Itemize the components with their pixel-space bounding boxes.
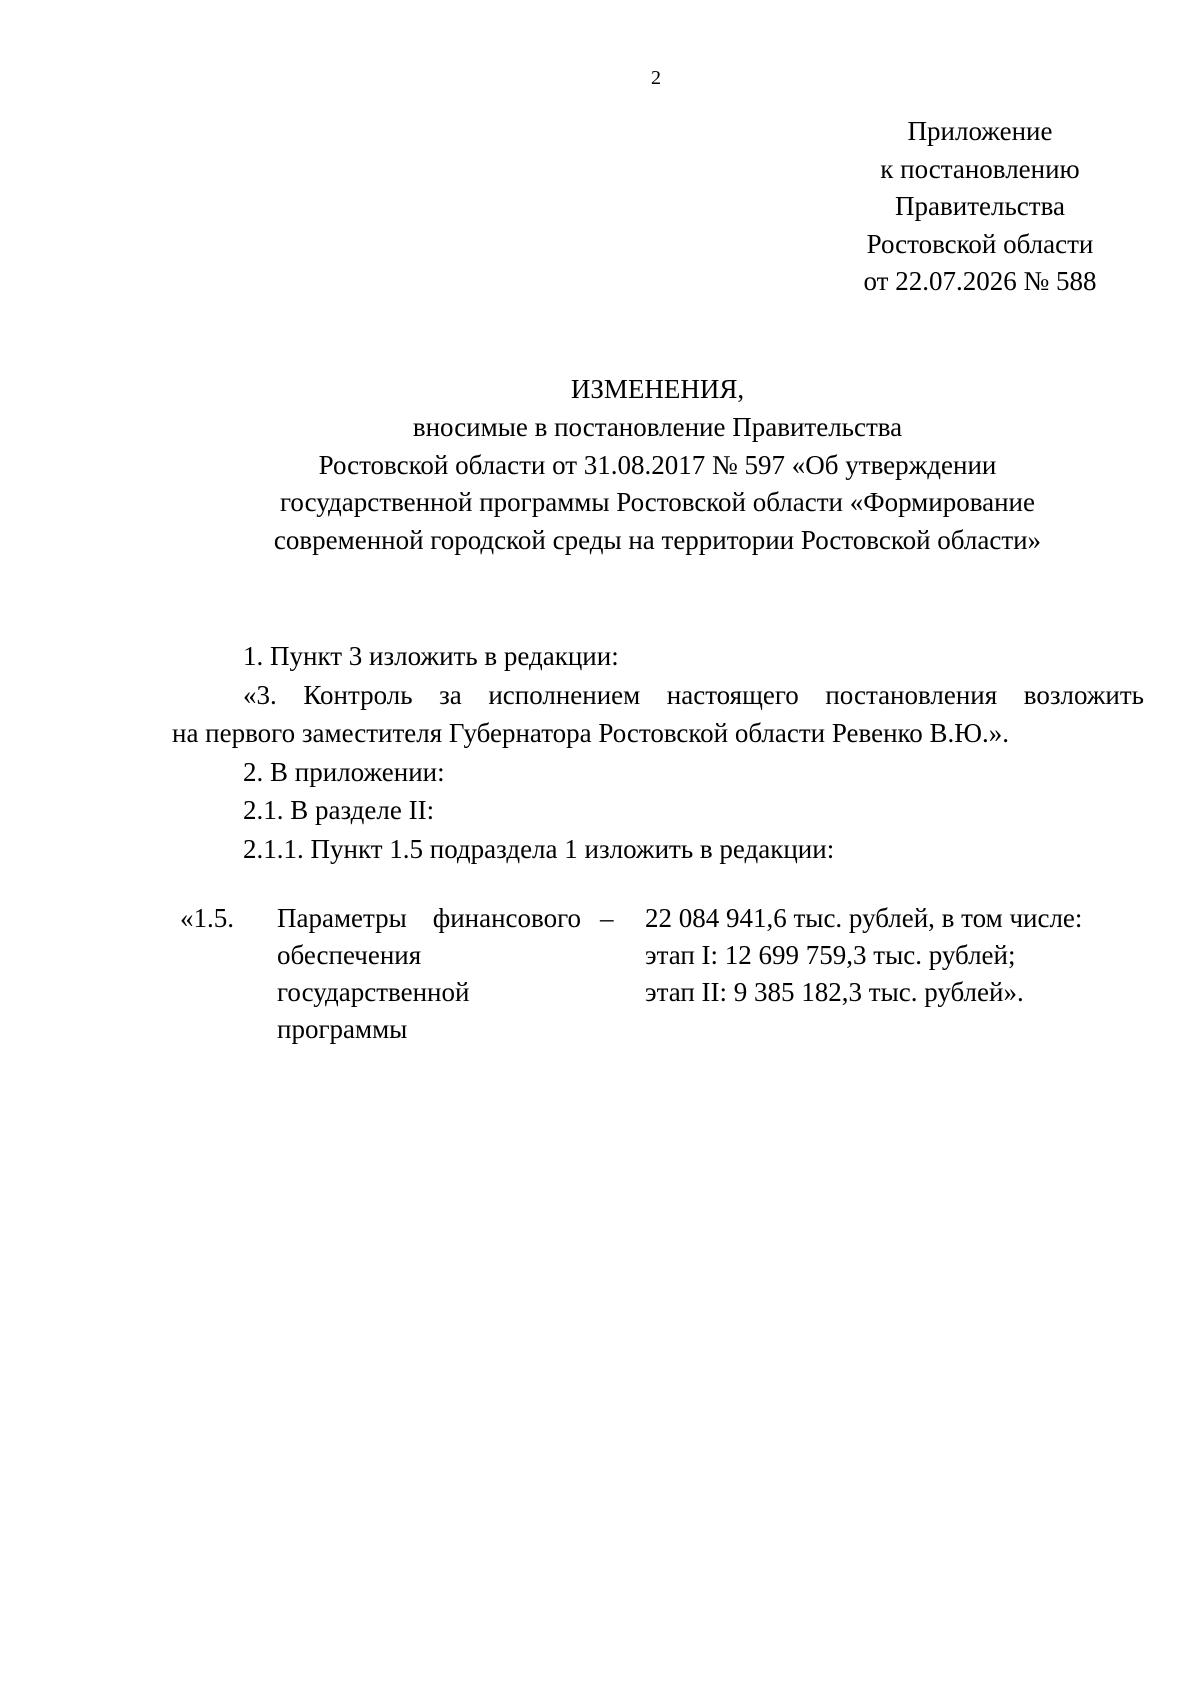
- label-line-4: программы: [277, 1014, 408, 1044]
- label-word: финансового: [432, 903, 581, 933]
- document-title: [150, 371, 1165, 560]
- value-total: 22 084 941,6 тыс. рублей, в том числе:: [645, 903, 1083, 933]
- paragraph-2-line-2: на первого заместителя Губернатора Ростовской области Ревенко В.Ю.».: [172, 718, 1010, 748]
- paragraph-2-line-1: «3. Контроль за исполнением настоящего постановления возложить: [243, 679, 1144, 710]
- title-line: современной городской среды на территории Ростовской области»: [273, 525, 1042, 556]
- item-dash: –: [600, 903, 614, 933]
- appendix-line: к постановлению: [880, 153, 1080, 184]
- label-line-1: [277, 900, 581, 937]
- appendix-line: Приложение: [907, 116, 1053, 146]
- appendix-line: от 22.07.2026 № 588: [863, 266, 1097, 296]
- value-stage-1: этап I: 12 699 759,3 тыс. рублей;: [645, 940, 1016, 970]
- title-line: государственной программы Ростовской области «Формирование: [280, 487, 1035, 518]
- appendix-line: Правительства: [895, 191, 1065, 221]
- item-values: [645, 900, 1082, 1011]
- appendix-line: Ростовской области: [866, 228, 1094, 259]
- paragraph-1: 1. Пункт 3 изложить в редакции:: [243, 641, 619, 671]
- paragraph-5: 2.1.1. Пункт 1.5 подраздела 1 изложить в редакции:: [243, 833, 835, 864]
- title-line: Ростовской области от 31.08.2017 № 597 «Об утверждении: [318, 449, 997, 480]
- document-body: [172, 637, 1144, 868]
- appendix-header: [820, 113, 1140, 301]
- label-line-2: обеспечения: [277, 940, 422, 970]
- item-number: «1.5.: [180, 903, 234, 933]
- item-label: [277, 900, 581, 1048]
- value-stage-2: этап II: 9 385 182,3 тыс. рублей».: [645, 977, 1024, 1007]
- title-heading: ИЗМЕНЕНИЯ,: [570, 374, 745, 404]
- label-line-3: государственной: [277, 977, 470, 1007]
- title-line: вносимые в постановление Правительства: [412, 411, 903, 442]
- paragraph-3: 2. В приложении:: [243, 756, 445, 787]
- page-number: 2: [651, 67, 661, 89]
- label-word: Параметры: [277, 903, 407, 933]
- paragraph-4: 2.1. В разделе II:: [243, 795, 435, 825]
